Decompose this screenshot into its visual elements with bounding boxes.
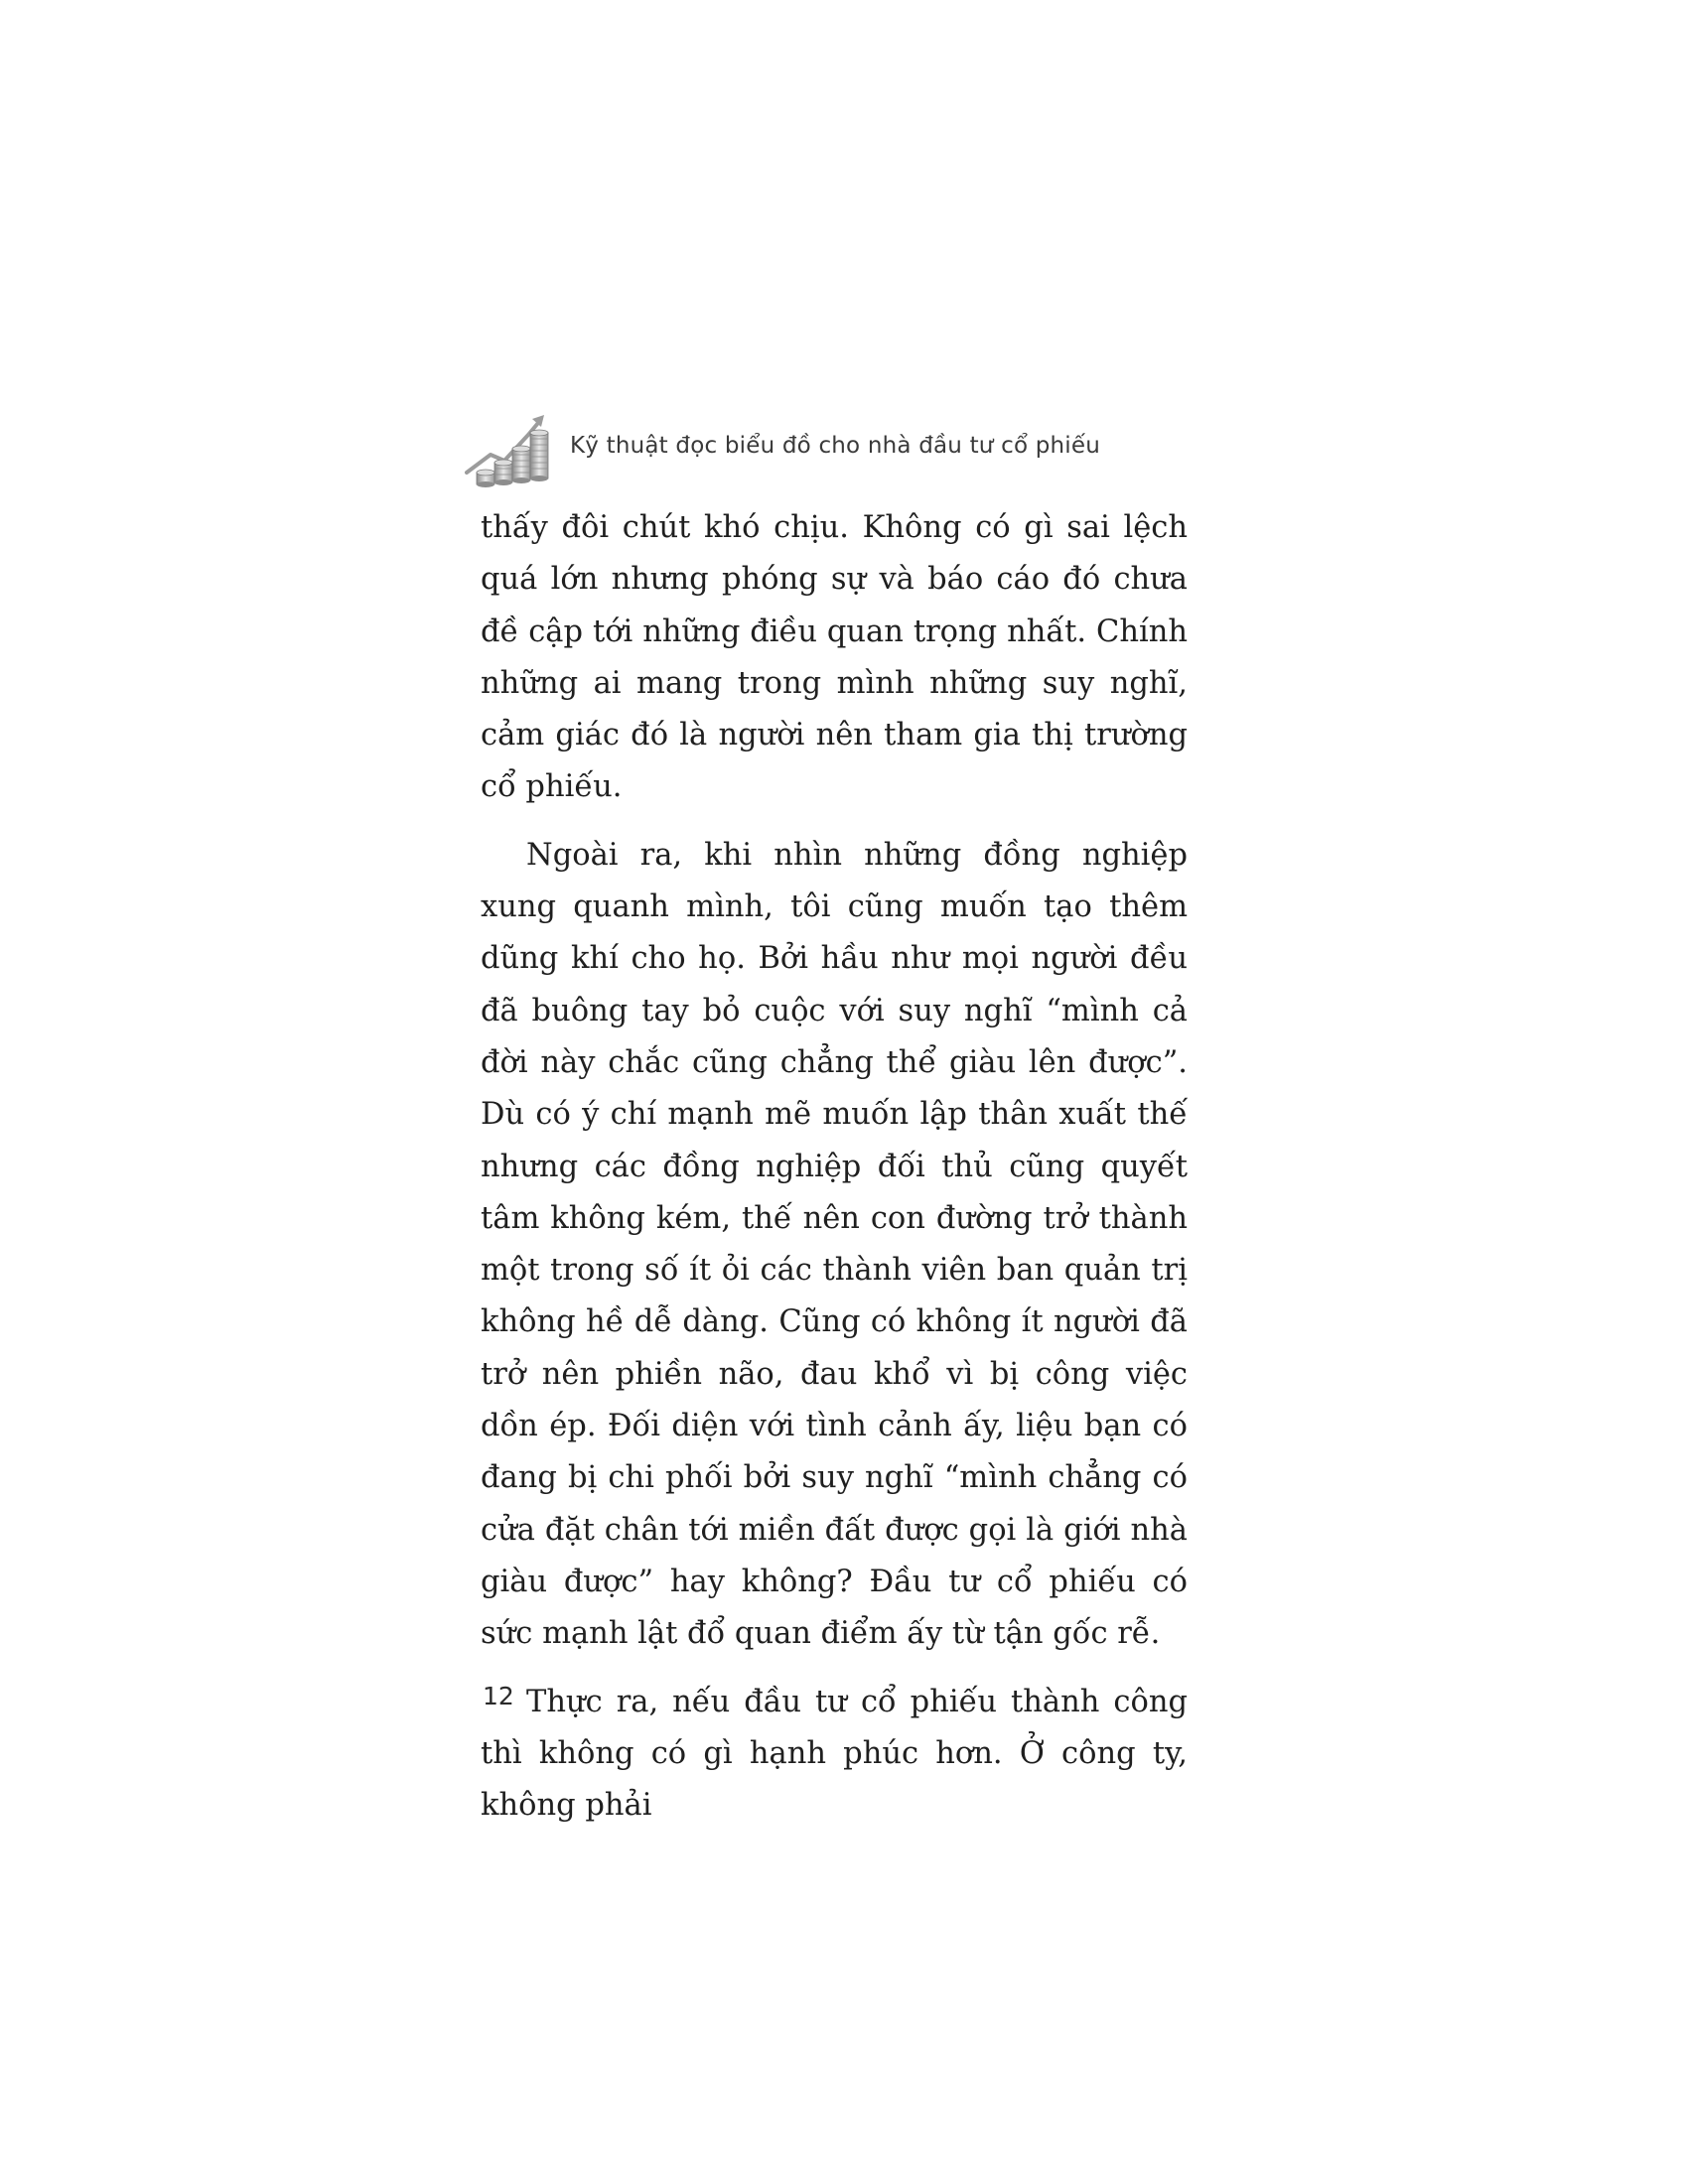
paragraph: thấy đôi chút khó chịu. Không có gì sai lệch quá lớn nhưng phóng sự và báo cáo đó chưa đề cập tới những điều quan trọng nhất. Chính những ai mang trong mình những suy nghĩ, cảm giác đó là người nên tham gia thị trường cổ phiếu.	[481, 510, 1188, 805]
running-header-title: Kỹ thuật đọc biểu đồ cho nhà đầu tư cổ phiếu	[570, 433, 1101, 459]
rising-coin-stacks-icon	[465, 405, 556, 489]
body-text	[481, 502, 1188, 1832]
page-number: 12	[483, 1682, 514, 1710]
running-header	[465, 405, 1219, 489]
paragraph: Ngoài ra, khi nhìn những đồng nghiệp xung quanh mình, tôi cũng muốn tạo thêm dũng khí cho họ. Bởi hầu như mọi người đều đã buông tay bỏ cuộc với suy nghĩ “mình cả đời này chắc cũng chẳng thể giàu lên được”. Dù có ý chí mạnh mẽ muốn lập thân xuất thế nhưng các đồng nghiệp đối thủ cũng quyết tâm không kém, thế nên con đường trở thành một trong số ít ỏi các thành viên ban quản trị không hề dễ dàng. Cũng có không ít người đã trở nên phiền não, đau khổ vì bị công việc dồn ép. Đối diện với tình cảnh ấy, liệu bạn có đang bị chi phối bởi suy nghĩ “mình chẳng có cửa đặt chân tới miền đất được gọi là giới nhà giàu được” hay không? Đầu tư cổ phiếu có sức mạnh lật đổ quan điểm ấy từ tận gốc rễ.	[481, 837, 1188, 1652]
paragraph: Thực ra, nếu đầu tư cổ phiếu thành công thì không có gì hạnh phúc hơn. Ở công ty, không phải	[481, 1684, 1188, 1824]
